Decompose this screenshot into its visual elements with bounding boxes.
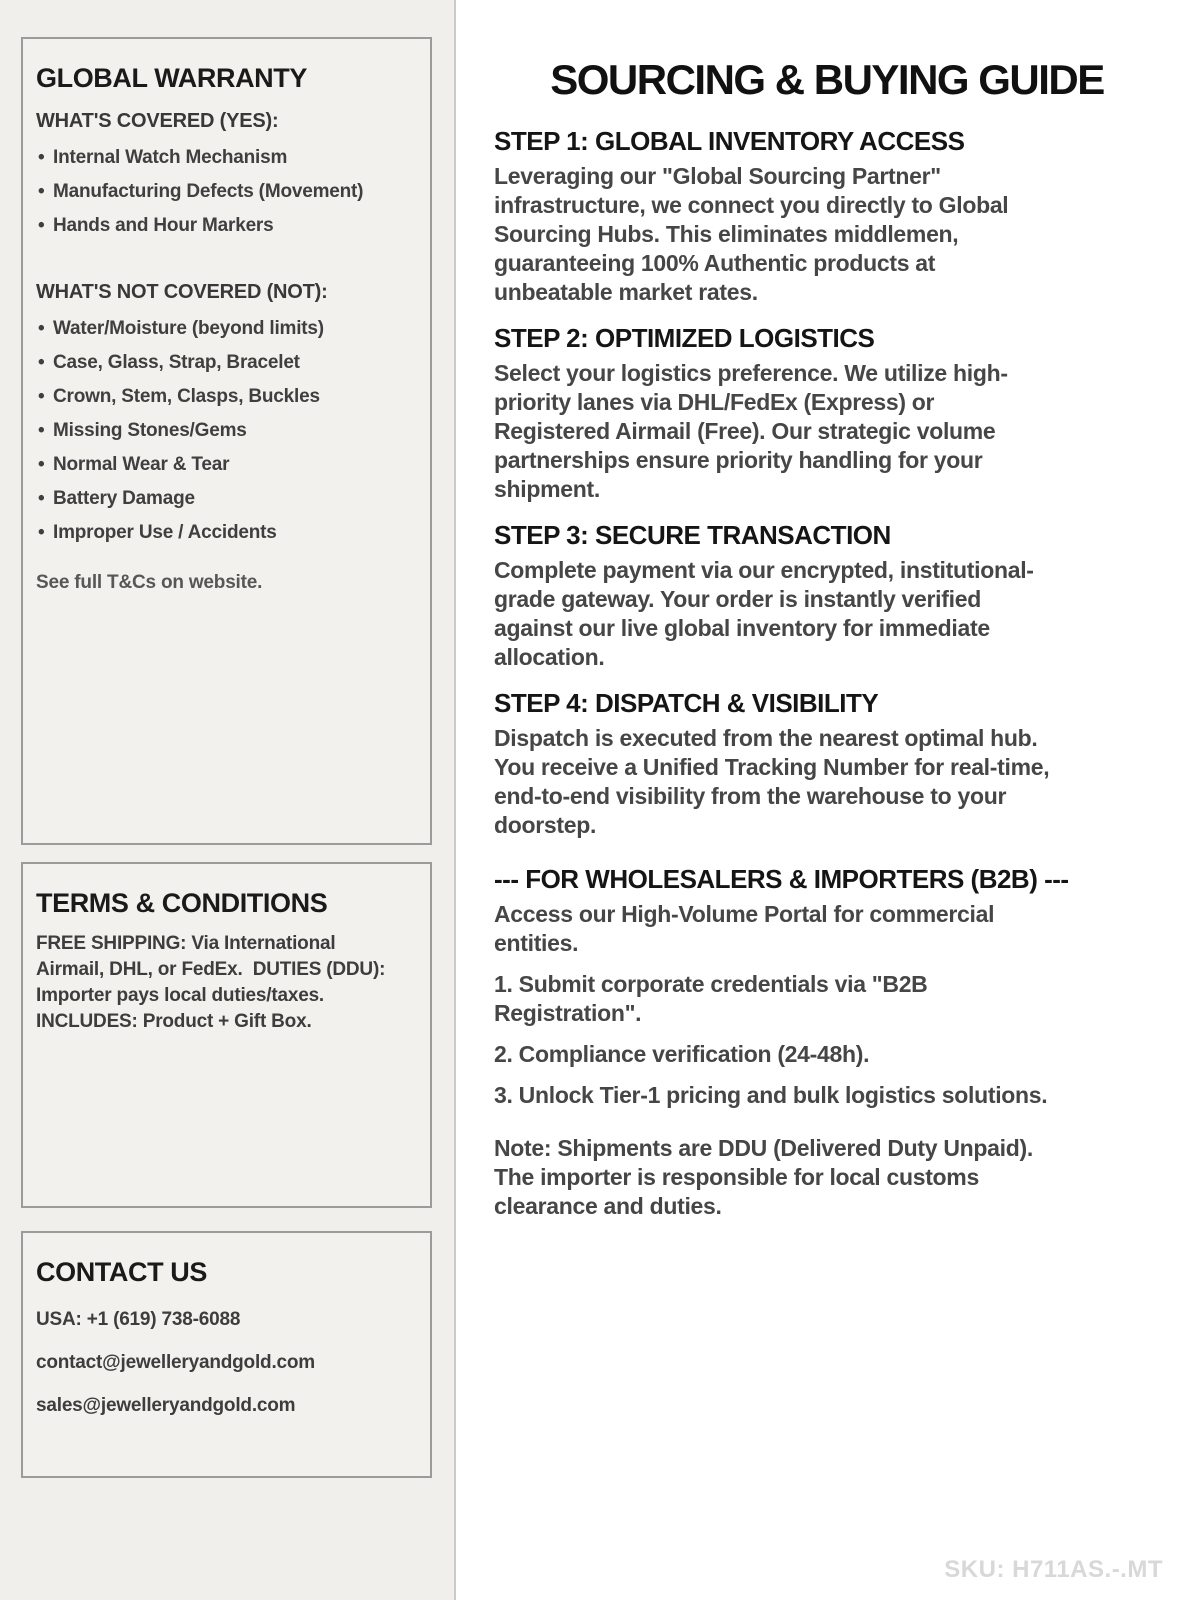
step-1-body: Leveraging our "Global Sourcing Partner" infrastructure, we connect you directly to Global Sourcing Hubs. This eliminates middlemen, guaranteeing 100% Authentic products at unbeatable market rates.: [494, 163, 1009, 305]
list-item: • Improper Use / Accidents: [36, 523, 416, 542]
terms-title: TERMS & CONDITIONS: [36, 888, 328, 918]
not-covered-heading: WHAT'S NOT COVERED (NOT):: [36, 281, 328, 303]
step-4-heading: STEP 4: DISPATCH & VISIBILITY: [494, 688, 879, 718]
list-item: • Internal Watch Mechanism: [36, 148, 416, 167]
covered-heading: WHAT'S COVERED (YES):: [36, 110, 279, 132]
warranty-title: GLOBAL WARRANTY: [36, 63, 307, 93]
step-4-section: [494, 688, 1160, 840]
terms-panel: [21, 862, 432, 1208]
list-item: • Crown, Stem, Clasps, Buckles: [36, 387, 416, 406]
sourcing-guide: [458, 0, 1200, 1600]
list-item: • Normal Wear & Tear: [36, 455, 416, 474]
list-item: • Missing Stones/Gems: [36, 421, 416, 440]
b2b-step-2: 2. Compliance verification (24-48h).: [494, 1041, 870, 1067]
not-covered-list: [36, 319, 416, 542]
list-item: • Water/Moisture (beyond limits): [36, 319, 416, 338]
b2b-note: Note: Shipments are DDU (Delivered Duty Unpaid). The importer is responsible for local customs clearance and duties.: [494, 1135, 1033, 1219]
sales-email: sales@jewelleryandgold.com: [36, 1395, 296, 1416]
page-title: SOURCING & BUYING GUIDE: [550, 56, 1104, 103]
step-3-section: [494, 520, 1160, 672]
contact-panel: [21, 1231, 432, 1478]
sidebar: [0, 0, 456, 1600]
terms-body: FREE SHIPPING: Via International Airmail, DHL, or FedEx. DUTIES (DDU): Importer pays local duties/taxes. INCLUDES: Product + Gift Box.: [36, 933, 391, 1032]
step-2-section: [494, 323, 1160, 504]
list-item: • Battery Damage: [36, 489, 416, 508]
step-3-heading: STEP 3: SECURE TRANSACTION: [494, 520, 891, 550]
list-item: • Manufacturing Defects (Movement): [36, 182, 416, 201]
step-3-body: Complete payment via our encrypted, institutional-grade gateway. Your order is instantly verified against our live global inventory for immediate allocation.: [494, 557, 1034, 670]
step-4-body: Dispatch is executed from the nearest optimal hub. You receive a Unified Tracking Number for real-time, end-to-end visibility from the warehouse to your doorstep.: [494, 725, 1050, 838]
contact-phone: USA: +1 (619) 738-6088: [36, 1309, 241, 1330]
covered-list: [36, 148, 416, 235]
contact-email: contact@jewelleryandgold.com: [36, 1352, 315, 1373]
contact-title: CONTACT US: [36, 1257, 207, 1287]
b2b-section: [494, 864, 1160, 1221]
list-item: • Hands and Hour Markers: [36, 216, 416, 235]
step-1-section: [494, 126, 1160, 307]
step-2-heading: STEP 2: OPTIMIZED LOGISTICS: [494, 323, 875, 353]
step-2-body: Select your logistics preference. We utilize high-priority lanes via DHL/FedEx (Express) or Registered Airmail (Free). Our strategic volume partnerships ensure priority handling for your shipment.: [494, 360, 1008, 502]
b2b-heading: --- FOR WHOLESALERS & IMPORTERS (B2B) ---: [494, 864, 1069, 894]
sku-label: SKU: H711AS.-.MT: [944, 1556, 1163, 1583]
warranty-footnote: See full T&Cs on website.: [36, 572, 263, 593]
warranty-panel: [21, 37, 432, 845]
b2b-step-3: 3. Unlock Tier-1 pricing and bulk logistics solutions.: [494, 1082, 1048, 1108]
step-1-heading: STEP 1: GLOBAL INVENTORY ACCESS: [494, 126, 965, 156]
b2b-intro: Access our High-Volume Portal for commercial entities.: [494, 901, 995, 956]
b2b-step-1: 1. Submit corporate credentials via "B2B Registration".: [494, 971, 928, 1026]
list-item: • Case, Glass, Strap, Bracelet: [36, 353, 416, 372]
